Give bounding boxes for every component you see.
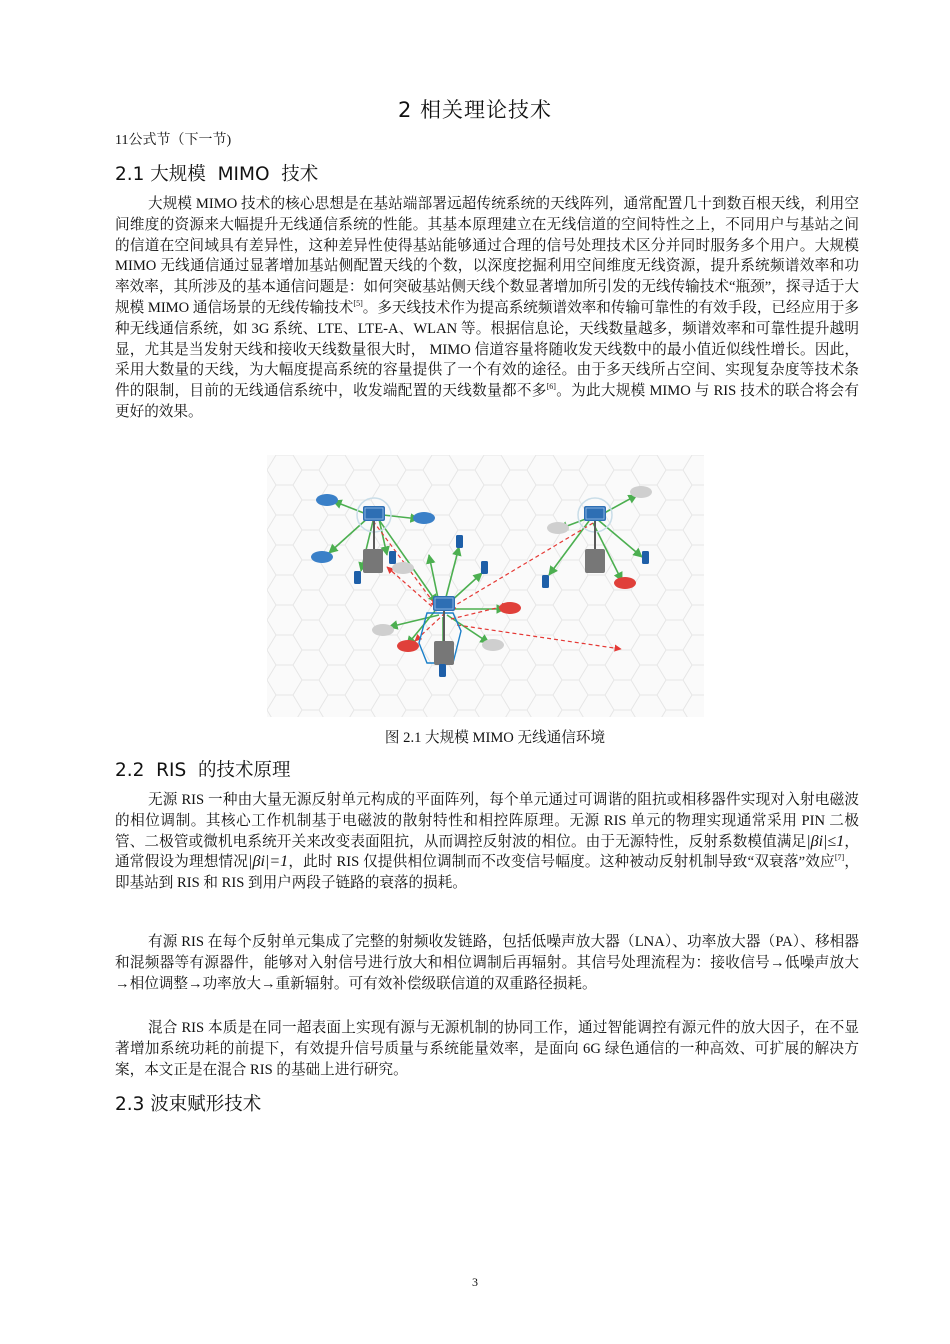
figure-caption: 图 2.1 大规模 MIMO 无线通信环境 <box>384 730 606 746</box>
active-ris-paragraph: 有源 RIS 在每个反射单元集成了完整的射频收发链路，包括低噪声放大器（LNA）、功率放大器（PA）、移相器和混频器等有源器件，能够对入射信号进行放大和相位调制后再辐射。其信号处理流程为：接收信号→低噪声放大→相位调整→功率放大→重新辐射。可有效补偿级联信道的双重路径损耗。 <box>115 934 859 992</box>
citation-6[interactable]: [6] <box>546 382 556 392</box>
passive-ris-text-a: 无源 RIS 一种由大量无源反射单元构成的平面阵列，每个单元通过可调谐的阻抗或相移器件实现对入射电磁波的相位调制。其核心工作机制基于电磁波的散射特性和相控阵原理。无源 RIS 单元的物理实现通常采用 PIN 二极管、二极管或微机电系统开关来改变表面阻抗，从而调控反射波的相位。由于无源特性，反射系数模值满足 <box>115 792 859 850</box>
section-2-2-heading: 2.2 RIS 的技术原理 <box>115 760 291 781</box>
para-text-c: 。为此大规模 MIMO 与 RIS 技术的联合将会有更好的效果。 <box>115 383 859 420</box>
section-2-3-heading: 2.3 波束赋形技术 <box>115 1094 262 1115</box>
passive-ris-text-b: ，通常假设为理想情况 <box>115 833 859 871</box>
passive-ris-paragraph <box>115 790 859 894</box>
massive-mimo-figure <box>267 455 704 717</box>
section-2-1-paragraph <box>115 194 859 423</box>
citation-7[interactable]: [7] <box>834 853 845 863</box>
para-text-b: 。多天线技术作为提高系统频谱效率和传输可靠性的有效手段，已经应用于多种无线通信系统，如 3G 系统、LTE、LTE-A、WLAN 等。根据信息论，天线数量越多，频谱效率和可靠性提升越明显，尤其是当发射天线和接收天线数量很大时， MIMO 信道容量将随收发天线数中的最小值近似线性增长。因此，采用大数量的天线，为大幅度提高系统的容量提供了一个有效的途径。由于多天线所占空间、实现复杂度等技术条件的限制，目前的无线通信系统中，收发端配置的天线数量都不多 <box>115 299 859 400</box>
ideal-reflection-formula: |βi|=1 <box>248 853 289 871</box>
hybrid-ris-paragraph: 混合 RIS 本质是在同一超表面上实现有源与无源机制的协同工作，通过智能调控有源元件的放大因子，在不显著增加系统功耗的前提下，有效提升信号质量与系统能量效率，是面向 6G 绿色通信的一种高效、可扩展的解决方案，本文正是在混合 RIS 的基础上进行研究。 <box>115 1020 859 1078</box>
passive-ris-text-c: ，此时 RIS 仅提供相位调制而不改变信号幅度。这种被动反射机制导致“双衰落”效应 <box>288 854 835 871</box>
citation-5[interactable]: [5] <box>353 298 363 308</box>
page-number: 3 <box>472 1275 478 1289</box>
reflection-coefficient-bound-formula: |βi|≤1 <box>806 832 845 850</box>
chapter-title: 2 相关理论技术 <box>397 98 553 122</box>
passive-ris-text-d: ，即基站到 RIS 和 RIS 到用户两段子链路的衰落的损耗。 <box>115 854 859 892</box>
section-2-1-heading: 2.1 大规模 MIMO 技术 <box>115 164 319 185</box>
section-note: 11公式节（下一节) <box>115 133 232 148</box>
para-text-a: 大规模 MIMO 技术的核心思想是在基站端部署远超传统系统的天线阵列，通常配置几十到数百根天线，利用空间维度的资源来大幅提升无线通信系统的性能。其基本原理建立在无线信道的空间特性之上，不同用户与基站之间的信道在空间域具有差异性，这种差异性使得基站能够通过合理的信号处理技术区分并同时服务多个用户。大规模 MIMO 无线通信通过显著增加基站侧配置天线的个数，以深度挖掘利用空间维度无线资源，提升系统频谱效率和功率效率，其所涉及的基本通信问题是：如何突破基站侧天线个数显著增加所引发的无线传输技术“瓶颈”，探寻适于大规模 MIMO 通信场景的无线传输技术 <box>115 196 859 316</box>
